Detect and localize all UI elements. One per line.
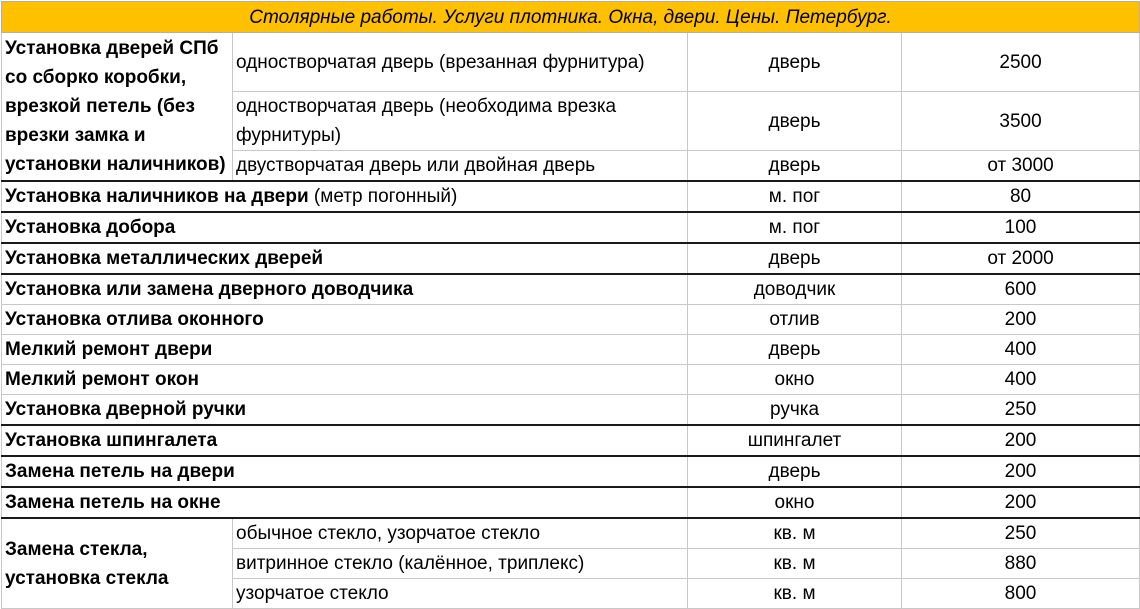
service-name-text: Замена петель на окне — [5, 492, 221, 513]
row-price: 200 — [902, 487, 1140, 518]
row-unit: кв. м — [688, 579, 902, 609]
row-price: 250 — [902, 395, 1140, 426]
service-name — [2, 425, 688, 456]
table-row — [2, 181, 1140, 212]
row-unit: отлив — [688, 305, 902, 335]
glass-label: Замена стекла, установка стекла — [2, 518, 233, 609]
row-price: от 2000 — [902, 243, 1140, 274]
table-row — [2, 33, 1140, 92]
table-row — [2, 274, 1140, 305]
table-row — [2, 212, 1140, 243]
door-install-label: Установка дверей СПб со сборко коробки, врезкой петель (без врезки замка и установки наличников) — [2, 33, 233, 182]
service-name — [2, 335, 688, 365]
row-unit: доводчик — [688, 274, 902, 305]
row-price: 200 — [902, 456, 1140, 487]
row-unit: окно — [688, 487, 902, 518]
row-description: одностворчатая дверь (врезанная фурнитура) — [233, 33, 688, 92]
service-name-text: Установка металлических дверей — [5, 248, 324, 269]
simple-rows — [2, 181, 1140, 518]
row-unit: дверь — [688, 456, 902, 487]
service-name-text: Установка добора — [5, 217, 176, 238]
table-row — [2, 305, 1140, 335]
row-unit: м. пог — [688, 181, 902, 212]
row-description: узорчатое стекло — [233, 579, 688, 609]
service-name — [2, 365, 688, 395]
table-row — [2, 487, 1140, 518]
row-price: 100 — [902, 212, 1140, 243]
row-price: 2500 — [902, 33, 1140, 92]
service-name-text: Замена петель на двери — [5, 461, 235, 482]
row-price: 400 — [902, 335, 1140, 365]
service-name — [2, 243, 688, 274]
row-price: 3500 — [902, 92, 1140, 151]
service-name — [2, 274, 688, 305]
table-row — [2, 518, 1140, 549]
row-unit: дверь — [688, 92, 902, 151]
row-price: 800 — [902, 579, 1140, 609]
service-name-text: Установка или замена дверного доводчика — [5, 279, 414, 300]
row-price: 600 — [902, 274, 1140, 305]
row-unit: кв. м — [688, 518, 902, 549]
table-row — [2, 425, 1140, 456]
price-table — [1, 1, 1140, 609]
service-name — [2, 181, 688, 212]
service-name-text: Установка шпингалета — [5, 430, 218, 451]
row-description: обычное стекло, узорчатое стекло — [233, 518, 688, 549]
row-price: 250 — [902, 518, 1140, 549]
service-name-text: Мелкий ремонт двери — [5, 339, 213, 360]
row-unit: кв. м — [688, 549, 902, 579]
row-unit: окно — [688, 365, 902, 395]
service-name — [2, 212, 688, 243]
table-row — [2, 395, 1140, 426]
row-description: витринное стекло (калённое, триплекс) — [233, 549, 688, 579]
row-price: 200 — [902, 305, 1140, 335]
service-name-text: Установка наличников на двери — [5, 186, 309, 207]
row-unit: дверь — [688, 33, 902, 92]
service-name — [2, 456, 688, 487]
table-title: Столярные работы. Услуги плотника. Окна, двери. Цены. Петербург. — [2, 2, 1140, 33]
table-row — [2, 335, 1140, 365]
row-price: 400 — [902, 365, 1140, 395]
row-price: 880 — [902, 549, 1140, 579]
table-row — [2, 243, 1140, 274]
row-price: 200 — [902, 425, 1140, 456]
service-name-text: Установка отлива оконного — [5, 309, 264, 330]
table-row — [2, 456, 1140, 487]
row-description: двустворчатая дверь или двойная дверь — [233, 151, 688, 182]
row-unit: м. пог — [688, 212, 902, 243]
row-unit: шпингалет — [688, 425, 902, 456]
row-unit: дверь — [688, 151, 902, 182]
service-name-text: Мелкий ремонт окон — [5, 369, 199, 390]
service-name-text: Установка дверной ручки — [5, 399, 247, 420]
row-price: от 3000 — [902, 151, 1140, 182]
title-row — [2, 2, 1140, 33]
service-name — [2, 395, 688, 426]
service-name — [2, 305, 688, 335]
service-note: (метр погонный) — [308, 186, 458, 207]
service-name — [2, 487, 688, 518]
table-row — [2, 365, 1140, 395]
row-unit: дверь — [688, 335, 902, 365]
row-price: 80 — [902, 181, 1140, 212]
row-description: одностворчатая дверь (необходима врезка фурнитуры) — [233, 92, 688, 151]
row-unit: ручка — [688, 395, 902, 426]
row-unit: дверь — [688, 243, 902, 274]
